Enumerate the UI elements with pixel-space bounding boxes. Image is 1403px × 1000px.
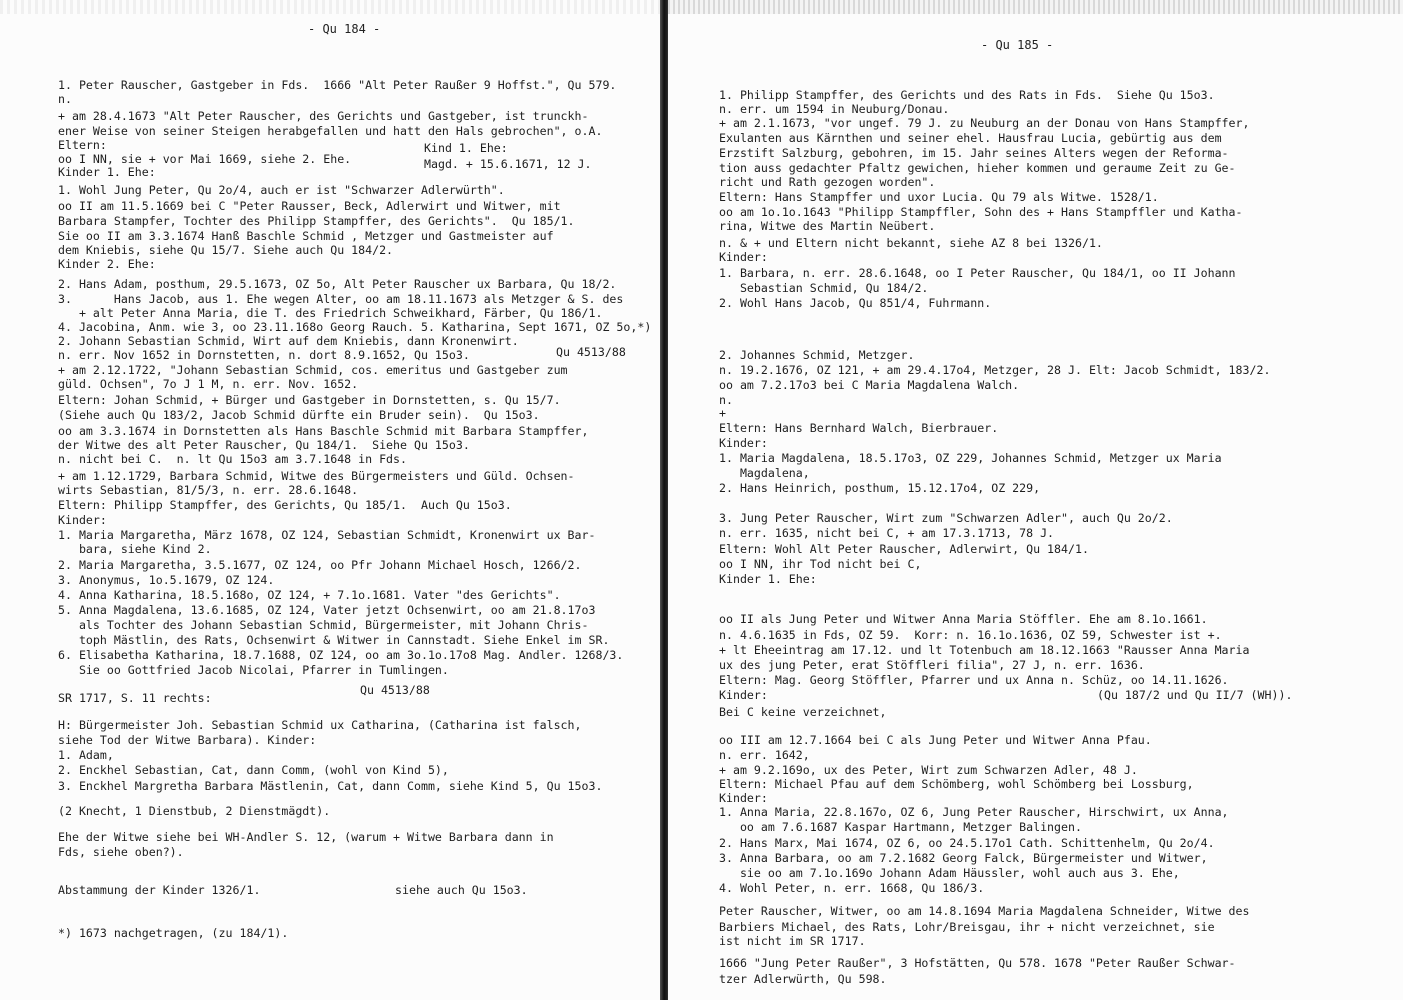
page-number-right: - Qu 185 - — [981, 38, 1054, 52]
text-line: rina, Witwe des Martin Neübert. — [719, 219, 936, 233]
right-page — [668, 0, 1403, 1000]
text-line: bara, siehe Kind 2. — [58, 542, 212, 556]
text-line: 1. Barbara, n. err. 28.6.1648, oo I Peter Rauscher, Qu 184/1, oo II Johann — [719, 266, 1236, 280]
text-line: 1. Maria Margaretha, März 1678, OZ 124, Sebastian Schmidt, Kronenwirt ux Bar- — [58, 528, 596, 542]
text-line: 3. Anna Barbara, oo am 7.2.1682 Georg Falck, Bürgermeister und Witwer, — [719, 851, 1208, 865]
text-line: n. err. 1635, nicht bei C, + am 17.3.1713, 78 J. — [719, 526, 1055, 540]
text-line: Exulanten aus Kärnthen und seiner ehel. Hausfrau Lucia, gebürtig aus dem — [719, 131, 1222, 145]
text-line: oo am 7.2.17o3 bei C Maria Magdalena Walch. — [719, 378, 1020, 392]
text-line: dem Kniebis, siehe Qu 15/7. Siehe auch Qu 184/2. — [58, 243, 394, 257]
text-line: oo am 1o.1o.1643 "Philipp Stampffler, Sohn des + Hans Stampffler und Katha- — [719, 205, 1243, 219]
text-line: Fds, siehe oben?). — [58, 845, 184, 859]
text-line: Barbiers Michael, des Rats, Lohr/Breisgau, ihr + nicht verzeichnet, sie — [719, 920, 1215, 934]
text-line: 2. Wohl Hans Jacob, Qu 851/4, Fuhrmann. — [719, 296, 992, 310]
text-line: Eltern: Hans Bernhard Walch, Bierbrauer. — [719, 421, 999, 435]
left-page — [0, 0, 662, 1000]
text-line: Kinder: — [719, 436, 768, 450]
text-line: oo am 3.3.1674 in Dornstetten als Hans Baschle Schmid mit Barbara Stampffer, — [58, 424, 589, 438]
text-line: 3. Anonymus, 1o.5.1679, OZ 124. — [58, 573, 275, 587]
text-line: SR 1717, S. 11 rechts: — [58, 691, 212, 705]
text-line: 4. Anna Katharina, 18.5.168o, OZ 124, + 7.1o.1681. Vater "des Gerichts". — [58, 588, 561, 602]
text-line: Eltern: — [58, 138, 107, 152]
text-line: sie oo am 7.1o.169o Johann Adam Häussler, wohl auch aus 3. Ehe, — [719, 866, 1180, 880]
text-line: 3. Enckhel Margretha Barbara Mästlenin, Cat, dann Comm, siehe Kind 5, Qu 15o3. — [58, 779, 603, 793]
text-line: Peter Rauscher, Witwer, oo am 14.8.1694 Maria Magdalena Schneider, Witwe des — [719, 904, 1250, 918]
text-line: 2. Johann Sebastian Schmid, Wirt auf dem Kniebis, dann Kronenwirt. — [58, 334, 519, 348]
text-line: toph Mästlin, des Rats, Ochsenwirt & Witwer in Cannstadt. Siehe Enkel im SR. — [58, 633, 610, 647]
text-line: oo III am 12.7.1664 bei C als Jung Peter und Witwer Anna Pfau. — [719, 733, 1152, 747]
text-line: + am 28.4.1673 "Alt Peter Rauscher, des Gerichts und Gastgeber, ist trunckh- — [58, 109, 589, 123]
text-line: 1. Peter Rauscher, Gastgeber in Fds. 1666 "Alt Peter Raußer 9 Hoffst.", Qu 579. — [58, 78, 617, 92]
text-line: Kinder: — [719, 250, 768, 264]
text-line: n. — [58, 92, 72, 106]
text-line: 1666 "Jung Peter Raußer", 3 Hofstätten, Qu 578. 1678 "Peter Raußer Schwar- — [719, 956, 1236, 970]
text-line: Eltern: Wohl Alt Peter Rauscher, Adlerwirt, Qu 184/1. — [719, 542, 1089, 556]
text-line: wirts Sebastian, 81/5/3, n. err. 28.6.1648. — [58, 483, 359, 497]
text-line: 2. Hans Adam, posthum, 29.5.1673, OZ 5o, Alt Peter Rauscher ux Barbara, Qu 18/2. — [58, 277, 617, 291]
text-line: Ehe der Witwe siehe bei WH-Andler S. 12, (warum + Witwe Barbara dann in — [58, 830, 554, 844]
text-line: der Witwe des alt Peter Rauscher, Qu 184/1. Siehe Qu 15o3. — [58, 438, 470, 452]
text-line: Kinder 2. Ehe: — [58, 257, 156, 271]
text-line: Kinder: — [719, 688, 768, 702]
text-line: Magdalena, — [719, 466, 810, 480]
text-line: + am 2.1.1673, "vor ungef. 79 J. zu Neuburg an der Donau von Hans Stampffer, — [719, 116, 1250, 130]
text-line: Eltern: Philipp Stampffer, des Gerichts, Qu 185/1. Auch Qu 15o3. — [58, 498, 512, 512]
text-line: siehe Tod der Witwe Barbara). Kinder: — [58, 733, 317, 747]
text-line: oo I NN, sie + vor Mai 1669, siehe 2. Ehe. — [58, 152, 352, 166]
text-line: 1. Anna Maria, 22.8.167o, OZ 6, Jung Peter Rauscher, Hirschwirt, ux Anna, — [719, 805, 1229, 819]
text-line: 3. Jung Peter Rauscher, Wirt zum "Schwarzen Adler", auch Qu 2o/2. — [719, 511, 1173, 525]
text-line: Kinder: — [719, 791, 768, 805]
text-line: oo II als Jung Peter und Witwer Anna Maria Stöffler. Ehe am 8.1o.1661. — [719, 612, 1208, 626]
text-line: Kinder: — [58, 513, 107, 527]
scan-edge — [668, 0, 1403, 14]
text-line: Bei C keine verzeichnet, — [719, 705, 887, 719]
text-line: + am 9.2.169o, ux des Peter, Wirt zum Schwarzen Adler, 48 J. — [719, 763, 1138, 777]
text-line: Eltern: Johan Schmid, + Bürger und Gastgeber in Dornstetten, s. Qu 15/7. — [58, 393, 561, 407]
text-line: n. 19.2.1676, OZ 121, + am 29.4.17o4, Metzger, 28 J. Elt: Jacob Schmidt, 183/2. — [719, 363, 1271, 377]
text-line: + am 1.12.1729, Barbara Schmid, Witwe des Bürgermeisters und Güld. Ochsen- — [58, 469, 575, 483]
text-line: ist nicht im SR 1717. — [719, 934, 866, 948]
text-line: Eltern: Mag. Georg Stöffler, Pfarrer und ux Anna n. Schüz, oo 14.11.1626. — [719, 673, 1229, 687]
margin-note: Qu 4513/88 — [360, 683, 430, 697]
text-line: 2. Hans Heinrich, posthum, 15.12.17o4, OZ 229, — [719, 481, 1041, 495]
text-line: 1. Philipp Stampffer, des Gerichts und des Rats in Fds. Siehe Qu 15o3. — [719, 88, 1215, 102]
text-line: oo II am 11.5.1669 bei C "Peter Rausser, Beck, Adlerwirt und Witwer, mit — [58, 199, 561, 213]
margin-note: Qu 4513/88 — [556, 345, 626, 359]
text-line: Abstammung der Kinder 1326/1. — [58, 883, 261, 897]
text-line: 2. Hans Marx, Mai 1674, OZ 6, oo 24.5.17o1 Cath. Schittenhelm, Qu 2o/4. — [719, 836, 1215, 850]
text-line: n. 4.6.1635 in Fds, OZ 59. Korr: n. 16.1o.1636, OZ 59, Schwester ist +. — [719, 628, 1222, 642]
text-line: 3. Hans Jacob, aus 1. Ehe wegen Alter, oo am 18.11.1673 als Metzger & S. des — [58, 292, 624, 306]
margin-note: (Qu 187/2 und Qu II/7 (WH)). — [1097, 688, 1293, 702]
text-line: *) 1673 nachgetragen, (zu 184/1). — [58, 926, 289, 940]
text-line: oo am 7.6.1687 Kaspar Hartmann, Metzger Balingen. — [719, 820, 1082, 834]
text-line: Kinder 1. Ehe: — [719, 572, 817, 586]
text-line: Barbara Stampfer, Tochter des Philipp Stampffer, des Gerichts". Qu 185/1. — [58, 214, 575, 228]
text-line: Kinder 1. Ehe: — [58, 165, 156, 179]
text-line: + lt Eheeintrag am 17.12. und lt Totenbuch am 18.12.1663 "Rausser Anna Maria — [719, 643, 1250, 657]
text-line: Sie oo Gottfried Jacob Nicolai, Pfarrer in Tumlingen. — [58, 663, 449, 677]
page-number-left: - Qu 184 - — [308, 22, 381, 36]
text-line: n. nicht bei C. n. lt Qu 15o3 am 3.7.1648 in Fds. — [58, 452, 408, 466]
text-line: güld. Ochsen", 7o J 1 M, n. err. Nov. 1652. — [58, 377, 359, 391]
text-line: ener Weise von seiner Steigen herabgefallen und hatt den Hals gebrochen", o.A. — [58, 124, 603, 138]
text-line: ux des jung Peter, erat Stöffleri filia", 27 J, n. err. 1636. — [719, 658, 1145, 672]
text-line: 4. Jacobina, Anm. wie 3, oo 23.11.168o Georg Rauch. 5. Katharina, Sept 1671, OZ 5o,*) — [58, 320, 652, 334]
text-line: + alt Peter Anna Maria, die T. des Friedrich Schweikhard, Färber, Qu 186/1. — [58, 306, 603, 320]
text-line: n. err. Nov 1652 in Dornstetten, n. dort 8.9.1652, Qu 15o3. — [58, 348, 470, 362]
text-line: tzer Adlerwürth, Qu 598. — [719, 972, 887, 986]
text-line: tion auss gedachter Pfaltz gewichen, hieher kommen und geraume Zeit zu Ge- — [719, 161, 1236, 175]
text-line: n. err. 1642, — [719, 748, 810, 762]
margin-note: Magd. + 15.6.1671, 12 J. — [424, 157, 592, 171]
text-line: als Tochter des Johann Sebastian Schmid, Bürgermeister, mit Johann Chris- — [58, 618, 589, 632]
text-line: 5. Anna Magdalena, 13.6.1685, OZ 124, Vater jetzt Ochsenwirt, oo am 21.8.17o3 — [58, 603, 596, 617]
text-line: oo I NN, ihr Tod nicht bei C, — [719, 557, 922, 571]
text-line: 4. Wohl Peter, n. err. 1668, Qu 186/3. — [719, 881, 985, 895]
text-line: Sie oo II am 3.3.1674 Hanß Baschle Schmid , Metzger und Gastmeister auf — [58, 229, 554, 243]
text-line: Sebastian Schmid, Qu 184/2. — [719, 281, 929, 295]
text-line: 2. Enckhel Sebastian, Cat, dann Comm, (wohl von Kind 5), — [58, 763, 449, 777]
text-line: 6. Elisabetha Katharina, 18.7.1688, OZ 124, oo am 3o.1o.17o8 Mag. Andler. 1268/3. — [58, 648, 624, 662]
text-line: Eltern: Michael Pfau auf dem Schömberg, wohl Schömberg bei Lossburg, — [719, 777, 1194, 791]
text-line: (2 Knecht, 1 Dienstbub, 2 Dienstmägdt). — [58, 804, 331, 818]
text-line: Eltern: Hans Stampffer und uxor Lucia. Qu 79 als Witwe. 1528/1. — [719, 190, 1159, 204]
text-line: + — [719, 406, 726, 420]
text-line: 1. Wohl Jung Peter, Qu 2o/4, auch er ist "Schwarzer Adlerwürth". — [58, 183, 505, 197]
text-line: n. & + und Eltern nicht bekannt, siehe AZ 8 bei 1326/1. — [719, 236, 1103, 250]
margin-note: siehe auch Qu 15o3. — [395, 883, 528, 897]
text-line: richt und Rath gezogen worden". — [719, 175, 936, 189]
text-line: 2. Johannes Schmid, Metzger. — [719, 348, 915, 362]
text-line: n. — [719, 393, 733, 407]
text-line: 2. Maria Margaretha, 3.5.1677, OZ 124, oo Pfr Johann Michael Hosch, 1266/2. — [58, 558, 582, 572]
text-line: (Siehe auch Qu 183/2, Jacob Schmid dürfte ein Bruder sein). Qu 15o3. — [58, 408, 540, 422]
scan-edge — [0, 0, 662, 14]
text-line: 1. Adam, — [58, 748, 114, 762]
text-line: n. err. um 1594 in Neuburg/Donau. — [719, 102, 950, 116]
text-line: Erzstift Salzburg, gebohren, im 15. Jahr seines Alters wegen der Reforma- — [719, 146, 1229, 160]
text-line: 1. Maria Magdalena, 18.5.17o3, OZ 229, Johannes Schmid, Metzger ux Maria — [719, 451, 1222, 465]
margin-note: Kind 1. Ehe: — [424, 141, 508, 155]
text-line: + am 2.12.1722, "Johann Sebastian Schmid, cos. emeritus und Gastgeber zum — [58, 363, 568, 377]
text-line: H: Bürgermeister Joh. Sebastian Schmid ux Catharina, (Catharina ist falsch, — [58, 718, 582, 732]
